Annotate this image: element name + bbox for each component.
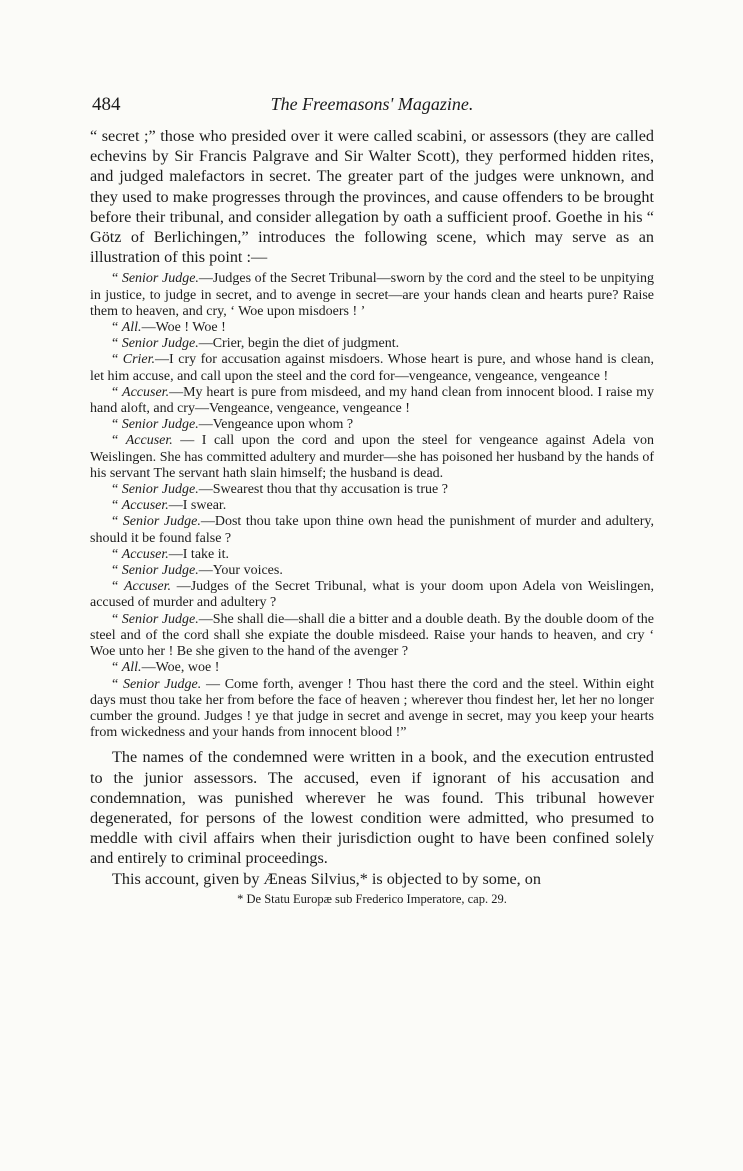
dialogue-line: “ Accuser.—I swear. bbox=[112, 498, 227, 514]
dialogue-line: “ Senior Judge.—Dost thou take upon thine own head the punishment of murder and adultery, should it be found false ? bbox=[90, 514, 654, 546]
dialogue-text: —Your voices. bbox=[198, 563, 283, 579]
page-header bbox=[92, 94, 652, 120]
speaker-name: Senior Judge. bbox=[121, 482, 199, 498]
speaker-name: Senior Judge. bbox=[122, 676, 202, 692]
speaker-name: Accuser. bbox=[123, 579, 171, 595]
page-number: 484 bbox=[92, 94, 121, 115]
dialogue-line: “ Senior Judge.—Vengeance upon whom ? bbox=[112, 417, 354, 433]
speaker-name: Accuser. bbox=[121, 498, 169, 514]
dialogue-text: — Come forth, avenger ! Thou hast there the cord and the steel. Within eight days must thou take her from before the face of heaven ; wherever thou findest her, let her no longer cumber the ground. Judges ! ye that judge in secret and avenge in secret, may you keep your hearts from wickedness and your hands from innocent blood !” bbox=[90, 676, 654, 741]
dialogue-block bbox=[90, 271, 654, 741]
footnote: * De Statu Europæ sub Frederico Imperatore, cap. 29. bbox=[237, 891, 507, 906]
body-paragraph: The names of the condemned were written in a book, and the execution entrusted to the junior assessors. The accused, even if ignorant of his accusation and condemnation, was punished wherever he was found. This tribunal however degenerated, for persons of the lowest condition were admitted, who presumed to meddle with civil affairs when their jurisdiction ought to have been confined solely and entirely to criminal proceedings. bbox=[90, 748, 654, 868]
dialogue-line: “ Accuser. — I call upon the cord and upon the steel for vengeance against Adela von Weislingen. She has committed adultery and murder—she has poisoned her husband by the hands of his servant The servant hath slain himself; the husband is dead. bbox=[90, 433, 654, 481]
dialogue-line: “ All.—Woe ! Woe ! bbox=[112, 320, 226, 336]
speaker-name: Accuser. bbox=[122, 384, 170, 400]
article-body bbox=[90, 126, 654, 907]
running-title: The Freemasons' Magazine. bbox=[270, 94, 474, 114]
dialogue-text: —Judges of the Secret Tribunal—sworn by the cord and the steel to be unpitying in justice, to judge in secret, and to avenge in secret—are your hands clean and hearts pure? Raise them to heaven, and cry, ‘ Woe upon misdoers ! ’ bbox=[90, 271, 655, 319]
dialogue-text: —Judges of the Secret Tribunal, what is your doom upon Adela von Weislingen, accused of murder and adultery ? bbox=[90, 579, 654, 611]
speaker-name: All. bbox=[121, 320, 142, 336]
dialogue-text: —Dost thou take upon thine own head the punishment of murder and adultery, should it be found false ? bbox=[90, 514, 654, 546]
body-paragraph: This account, given by Æneas Silvius,* is objected to by some, on bbox=[112, 869, 541, 888]
dialogue-text: —My heart is pure from misdeed, and my hand clean from innocent blood. I raise my hand aloft, and cry—Vengeance, vengeance, vengeance ! bbox=[90, 384, 654, 417]
speaker-name: Senior Judge. bbox=[121, 563, 199, 579]
dialogue-text: —Woe ! Woe ! bbox=[141, 320, 226, 336]
dialogue-line: “ Senior Judge.—Your voices. bbox=[112, 563, 283, 579]
speaker-name: Crier. bbox=[122, 352, 156, 368]
dialogue-text: —I take it. bbox=[168, 546, 230, 562]
dialogue-line: “ Crier.—I cry for accusation against misdoers. Whose heart is pure, and whose hand is clean, let him accuse, and call upon the steel and the cord for—vengeance, vengeance, vengeance ! bbox=[90, 352, 654, 384]
speaker-name: Senior Judge. bbox=[122, 514, 201, 530]
speaker-name: Senior Judge. bbox=[121, 417, 199, 433]
dialogue-line: “ Accuser.—I take it. bbox=[112, 546, 230, 562]
dialogue-line: “ Senior Judge.—Swearest thou that thy accusation is true ? bbox=[112, 482, 448, 498]
dialogue-text: —Woe, woe ! bbox=[141, 660, 220, 676]
dialogue-text: —Vengeance upon whom ? bbox=[198, 417, 354, 433]
speaker-name: Senior Judge. bbox=[121, 271, 199, 287]
dialogue-line: “ Senior Judge.—She shall die—shall die a bitter and a double death. By the double doom of the steel and of the cord shall she expiate the double misdeed. Raise your hands to heaven, and cry ‘ Woe unto her ! Be she given to the hand of the avenger ? bbox=[90, 611, 655, 660]
speaker-name: Accuser. bbox=[121, 546, 169, 562]
dialogue-line: “ Senior Judge.—Judges of the Secret Tribunal—sworn by the cord and the steel to be unpitying in justice, to judge in secret, and to avenge in secret—are your hands clean and hearts pure? Raise them to heaven, and cry, ‘ Woe upon misdoers ! ’ bbox=[90, 271, 655, 319]
dialogue-text: —Crier, begin the diet of judgment. bbox=[198, 336, 400, 352]
dialogue-text: — I call upon the cord and upon the steel for vengeance against Adela von Weislingen. She has committed adultery and murder—she has poisoned her husband by the hands of his servant The servant hath slain himself; the husband is dead. bbox=[90, 433, 654, 481]
dialogue-line: “ Senior Judge.—Crier, begin the diet of judgment. bbox=[112, 336, 400, 352]
dialogue-text: —She shall die—shall die a bitter and a double death. By the double doom of the steel and of the cord shall she expiate the double misdeed. Raise your hands to heaven, and cry ‘ Woe unto her ! Be she given to the hand of the avenger ? bbox=[90, 611, 655, 660]
dialogue-line: “ Accuser.—My heart is pure from misdeed, and my hand clean from innocent blood. I raise my hand aloft, and cry—Vengeance, vengeance, vengeance ! bbox=[90, 384, 654, 417]
speaker-name: Senior Judge. bbox=[121, 336, 199, 352]
dialogue-text: —Swearest thou that thy accusation is true ? bbox=[198, 482, 448, 498]
dialogue-line: “ All.—Woe, woe ! bbox=[112, 660, 220, 676]
intro-paragraph: “ secret ;” those who presided over it were called scabini, or assessors (they are called echevins by Sir Francis Palgrave and Sir Walter Scott), they performed hidden rites, and judged malefactors in secret. The greater part of the judges were unknown, and they used to make progresses through the provinces, and cause offenders to be brought before their tribunal, and consider allegation by oath a sufficient proof. Goethe in his “ Götz of Berlichingen,” introduces the following scene, which may serve as an illustration of this point :— bbox=[90, 127, 654, 267]
dialogue-text: —I cry for accusation against misdoers. Whose heart is pure, and whose hand is clean, let him accuse, and call upon the steel and the cord for—vengeance, vengeance, vengeance ! bbox=[90, 352, 654, 384]
speaker-name: Senior Judge. bbox=[121, 611, 199, 627]
dialogue-line: “ Accuser. —Judges of the Secret Tribunal, what is your doom upon Adela von Weislingen, accused of murder and adultery ? bbox=[90, 579, 654, 611]
dialogue-text: —I swear. bbox=[168, 498, 227, 514]
speaker-name: Accuser. bbox=[125, 433, 173, 449]
dialogue-line: “ Senior Judge. — Come forth, avenger ! Thou hast there the cord and the steel. Within eight days must thou take her from before the face of heaven ; wherever thou findest her, let her no longer cumber the ground. Judges ! ye that judge in secret and avenge in secret, may you keep your hearts from wickedness and your hands from innocent blood !” bbox=[90, 676, 654, 741]
speaker-name: All. bbox=[121, 660, 142, 676]
